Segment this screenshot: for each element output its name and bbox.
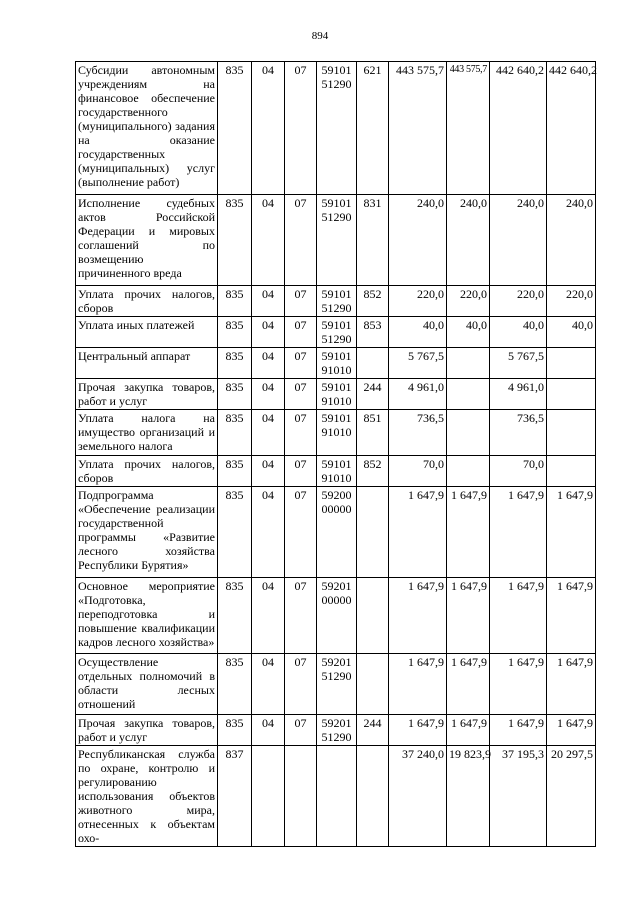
amount-3: 4 961,0 xyxy=(490,379,547,410)
section-code: 04 xyxy=(252,715,285,746)
amount-4: 240,0 xyxy=(547,195,596,286)
expense-type-code: 244 xyxy=(357,379,389,410)
amount-3: 442 640,2 xyxy=(490,62,547,195)
expense-type-code xyxy=(357,487,389,578)
amount-4: 40,0 xyxy=(547,317,596,348)
subsection-code: 07 xyxy=(285,410,317,456)
amount-1: 70,0 xyxy=(389,456,447,487)
table-row xyxy=(76,317,596,348)
amount-4: 1 647,9 xyxy=(547,578,596,654)
amount-3: 1 647,9 xyxy=(490,578,547,654)
subsection-code: 07 xyxy=(285,456,317,487)
row-name: Основное мероприятие «Подготовка, переподготовка и повышение квалификации кадров лесного хозяйства» xyxy=(76,578,218,654)
subsection-code: 07 xyxy=(285,286,317,317)
section-code: 04 xyxy=(252,317,285,348)
expense-type-code: 853 xyxy=(357,317,389,348)
amount-4 xyxy=(547,348,596,379)
amount-1: 240,0 xyxy=(389,195,447,286)
ministry-code: 835 xyxy=(218,286,252,317)
amount-4: 1 647,9 xyxy=(547,654,596,715)
target-code: 59101 51290 xyxy=(317,317,357,348)
amount-4: 1 647,9 xyxy=(547,715,596,746)
amount-1: 1 647,9 xyxy=(389,487,447,578)
target-code: 59101 51290 xyxy=(317,62,357,195)
row-name: Уплата прочих налогов, сборов xyxy=(76,286,218,317)
expense-type-code xyxy=(357,746,389,847)
section-code: 04 xyxy=(252,487,285,578)
table-row xyxy=(76,62,596,195)
expense-type-code: 852 xyxy=(357,456,389,487)
target-code: 59101 91010 xyxy=(317,410,357,456)
target-code: 59101 91010 xyxy=(317,348,357,379)
subsection-code: 07 xyxy=(285,62,317,195)
row-name: Уплата прочих налогов, сборов xyxy=(76,456,218,487)
table-row xyxy=(76,746,596,847)
amount-3: 70,0 xyxy=(490,456,547,487)
subsection-code: 07 xyxy=(285,195,317,286)
budget-table xyxy=(75,61,596,847)
amount-1: 40,0 xyxy=(389,317,447,348)
row-name: Прочая закупка товаров, работ и услуг xyxy=(76,379,218,410)
expense-type-code: 831 xyxy=(357,195,389,286)
section-code: 04 xyxy=(252,456,285,487)
amount-2: 1 647,9 xyxy=(447,715,490,746)
amount-3: 1 647,9 xyxy=(490,487,547,578)
amount-1: 1 647,9 xyxy=(389,715,447,746)
amount-3: 1 647,9 xyxy=(490,715,547,746)
target-code: 59200 00000 xyxy=(317,487,357,578)
ministry-code: 835 xyxy=(218,578,252,654)
target-code: 59201 00000 xyxy=(317,578,357,654)
table-row xyxy=(76,456,596,487)
amount-1: 5 767,5 xyxy=(389,348,447,379)
section-code: 04 xyxy=(252,286,285,317)
amount-4 xyxy=(547,410,596,456)
row-name: Подпрограмма «Обеспечение реализации государственной программы «Развитие лесного хозяйства Республики Бурятия» xyxy=(76,487,218,578)
amount-4: 442 640,2 xyxy=(547,62,596,195)
section-code: 04 xyxy=(252,62,285,195)
amount-2: 19 823,9 xyxy=(447,746,490,847)
amount-2 xyxy=(447,410,490,456)
amount-3: 40,0 xyxy=(490,317,547,348)
row-name: Уплата налога на имущество организаций и земельного налога xyxy=(76,410,218,456)
table-row xyxy=(76,195,596,286)
target-code: 59101 51290 xyxy=(317,286,357,317)
ministry-code: 835 xyxy=(218,379,252,410)
row-name: Субсидии автономным учреждениям на финансовое обеспечение государственного (муниципального) задания на оказание государственных (муниципальных) услуг (выполнение работ) xyxy=(76,62,218,195)
amount-4 xyxy=(547,456,596,487)
table-row xyxy=(76,410,596,456)
ministry-code: 835 xyxy=(218,317,252,348)
amount-3: 736,5 xyxy=(490,410,547,456)
section-code: 04 xyxy=(252,348,285,379)
ministry-code: 835 xyxy=(218,410,252,456)
amount-1: 4 961,0 xyxy=(389,379,447,410)
table-row xyxy=(76,715,596,746)
ministry-code: 837 xyxy=(218,746,252,847)
ministry-code: 835 xyxy=(218,654,252,715)
page-number: 894 xyxy=(311,30,329,42)
section-code: 04 xyxy=(252,379,285,410)
expense-type-code: 851 xyxy=(357,410,389,456)
subsection-code: 07 xyxy=(285,348,317,379)
table-row xyxy=(76,487,596,578)
table-row xyxy=(76,348,596,379)
section-code xyxy=(252,746,285,847)
expense-type-code xyxy=(357,654,389,715)
subsection-code: 07 xyxy=(285,317,317,348)
table-row xyxy=(76,654,596,715)
amount-1: 37 240,0 xyxy=(389,746,447,847)
amount-3: 240,0 xyxy=(490,195,547,286)
target-code xyxy=(317,746,357,847)
amount-4: 20 297,5 xyxy=(547,746,596,847)
amount-2: 1 647,9 xyxy=(447,654,490,715)
amount-2 xyxy=(447,379,490,410)
subsection-code: 07 xyxy=(285,578,317,654)
subsection-code: 07 xyxy=(285,654,317,715)
row-name: Осуществление отдельных полномочий в области лесных отношений xyxy=(76,654,218,715)
row-name: Исполнение судебных актов Российской Федерации и мировых соглашений по возмещению причиненного вреда xyxy=(76,195,218,286)
target-code: 59101 91010 xyxy=(317,456,357,487)
amount-3: 37 195,3 xyxy=(490,746,547,847)
amount-1: 1 647,9 xyxy=(389,654,447,715)
ministry-code: 835 xyxy=(218,195,252,286)
target-code: 59201 51290 xyxy=(317,654,357,715)
amount-2: 1 647,9 xyxy=(447,487,490,578)
amount-2: 40,0 xyxy=(447,317,490,348)
amount-4: 1 647,9 xyxy=(547,487,596,578)
amount-3: 1 647,9 xyxy=(490,654,547,715)
table-row xyxy=(76,578,596,654)
amount-3: 220,0 xyxy=(490,286,547,317)
amount-4: 220,0 xyxy=(547,286,596,317)
amount-1: 220,0 xyxy=(389,286,447,317)
subsection-code xyxy=(285,746,317,847)
expense-type-code xyxy=(357,578,389,654)
amount-2: 240,0 xyxy=(447,195,490,286)
expense-type-code: 244 xyxy=(357,715,389,746)
target-code: 59101 91010 xyxy=(317,379,357,410)
amount-2: 1 647,9 xyxy=(447,578,490,654)
ministry-code: 835 xyxy=(218,348,252,379)
ministry-code: 835 xyxy=(218,62,252,195)
amount-1: 1 647,9 xyxy=(389,578,447,654)
section-code: 04 xyxy=(252,195,285,286)
ministry-code: 835 xyxy=(218,456,252,487)
row-name: Прочая закупка товаров, работ и услуг xyxy=(76,715,218,746)
amount-2 xyxy=(447,456,490,487)
amount-4 xyxy=(547,379,596,410)
row-name: Уплата иных платежей xyxy=(76,317,218,348)
subsection-code: 07 xyxy=(285,715,317,746)
subsection-code: 07 xyxy=(285,379,317,410)
section-code: 04 xyxy=(252,410,285,456)
amount-3: 5 767,5 xyxy=(490,348,547,379)
amount-2: 220,0 xyxy=(447,286,490,317)
expense-type-code xyxy=(357,348,389,379)
expense-type-code: 621 xyxy=(357,62,389,195)
ministry-code: 835 xyxy=(218,487,252,578)
amount-1: 443 575,7 xyxy=(389,62,447,195)
target-code: 59101 51290 xyxy=(317,195,357,286)
expense-type-code: 852 xyxy=(357,286,389,317)
row-name: Центральный аппарат xyxy=(76,348,218,379)
amount-1: 736,5 xyxy=(389,410,447,456)
amount-2 xyxy=(447,348,490,379)
amount-2: 443 575,7 xyxy=(447,62,490,195)
table-row xyxy=(76,286,596,317)
table-row xyxy=(76,379,596,410)
section-code: 04 xyxy=(252,578,285,654)
row-name: Республиканская служба по охране, контролю и регулированию использования объектов животного мира, отнесенных к объектам охо- xyxy=(76,746,218,847)
subsection-code: 07 xyxy=(285,487,317,578)
target-code: 59201 51290 xyxy=(317,715,357,746)
section-code: 04 xyxy=(252,654,285,715)
ministry-code: 835 xyxy=(218,715,252,746)
